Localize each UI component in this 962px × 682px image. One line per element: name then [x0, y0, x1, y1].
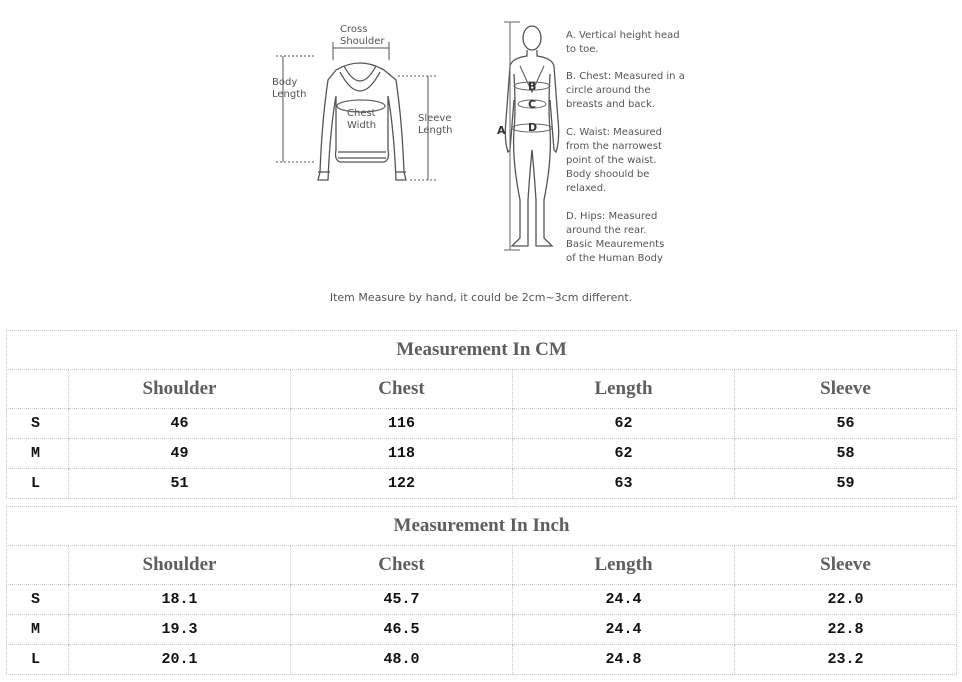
length-cell: 62 — [513, 439, 735, 469]
inch-header-shoulder: Shoulder — [69, 546, 291, 585]
sleeve-cell: 59 — [735, 469, 957, 499]
marker-c: C — [528, 98, 537, 111]
marker-a: A — [497, 124, 506, 137]
chest-cell: 118 — [291, 439, 513, 469]
inch-measurement-table — [6, 506, 957, 675]
marker-b: B — [528, 80, 537, 93]
note-a: A. Vertical height head to toe. — [566, 30, 680, 55]
chest-cell: 46.5 — [291, 615, 513, 645]
shoulder-cell: 18.1 — [69, 585, 291, 615]
shoulder-cell: 20.1 — [69, 645, 291, 675]
inch-header-length: Length — [513, 546, 735, 585]
size-cell: M — [7, 439, 69, 469]
shoulder-cell: 49 — [69, 439, 291, 469]
inch-header-sleeve: Sleeve — [735, 546, 957, 585]
inch-table-title: Measurement In Inch — [7, 507, 957, 546]
size-cell: L — [7, 469, 69, 499]
cm-header-shoulder: Shoulder — [69, 370, 291, 409]
cm-header-sleeve: Sleeve — [735, 370, 957, 409]
cm-table-title: Measurement In CM — [7, 331, 957, 370]
cm-header-size — [7, 370, 69, 409]
measurement-footnote: Item Measure by hand, it could be 2cm~3cm different. — [329, 291, 633, 304]
marker-d: D — [528, 121, 538, 134]
inch-header-size — [7, 546, 69, 585]
note-b: B. Chest: Measured in a circle around the breasts and back. — [566, 71, 685, 110]
cm-header-chest: Chest — [291, 370, 513, 409]
chest-width-label: Chest Width — [347, 108, 377, 131]
table-row — [7, 615, 957, 645]
cm-header-length: Length — [513, 370, 735, 409]
shoulder-cell: 19.3 — [69, 615, 291, 645]
size-cell: L — [7, 645, 69, 675]
chest-cell: 122 — [291, 469, 513, 499]
sweater-illustration — [0, 0, 962, 320]
chest-cell: 116 — [291, 409, 513, 439]
chest-cell: 48.0 — [291, 645, 513, 675]
shoulder-cell: 51 — [69, 469, 291, 499]
sleeve-length-label: Sleeve Length — [418, 113, 453, 136]
size-cell: S — [7, 585, 69, 615]
length-cell: 24.4 — [513, 585, 735, 615]
cm-header-row — [7, 370, 957, 409]
size-cell: S — [7, 409, 69, 439]
shoulder-cell: 46 — [69, 409, 291, 439]
table-row — [7, 645, 957, 675]
table-row — [7, 439, 957, 469]
size-cell: M — [7, 615, 69, 645]
sleeve-cell: 56 — [735, 409, 957, 439]
chest-cell: 45.7 — [291, 585, 513, 615]
sleeve-cell: 58 — [735, 439, 957, 469]
table-row — [7, 469, 957, 499]
cross-shoulder-label: Cross Shoulder — [340, 24, 385, 47]
length-cell: 24.8 — [513, 645, 735, 675]
length-cell: 24.4 — [513, 615, 735, 645]
body-length-label: Body Length — [272, 77, 307, 100]
inch-header-row — [7, 546, 957, 585]
sleeve-cell: 22.8 — [735, 615, 957, 645]
length-cell: 63 — [513, 469, 735, 499]
note-d: D. Hips: Measured around the rear. Basic Meaurements of the Human Body — [566, 211, 665, 264]
cm-measurement-table — [6, 330, 957, 499]
sleeve-cell: 22.0 — [735, 585, 957, 615]
table-row — [7, 409, 957, 439]
size-diagram — [0, 0, 962, 320]
length-cell: 62 — [513, 409, 735, 439]
sleeve-cell: 23.2 — [735, 645, 957, 675]
inch-header-chest: Chest — [291, 546, 513, 585]
table-row — [7, 585, 957, 615]
note-c: C. Waist: Measured from the narrowest point of the waist. Body shoould be relaxed. — [566, 127, 663, 194]
